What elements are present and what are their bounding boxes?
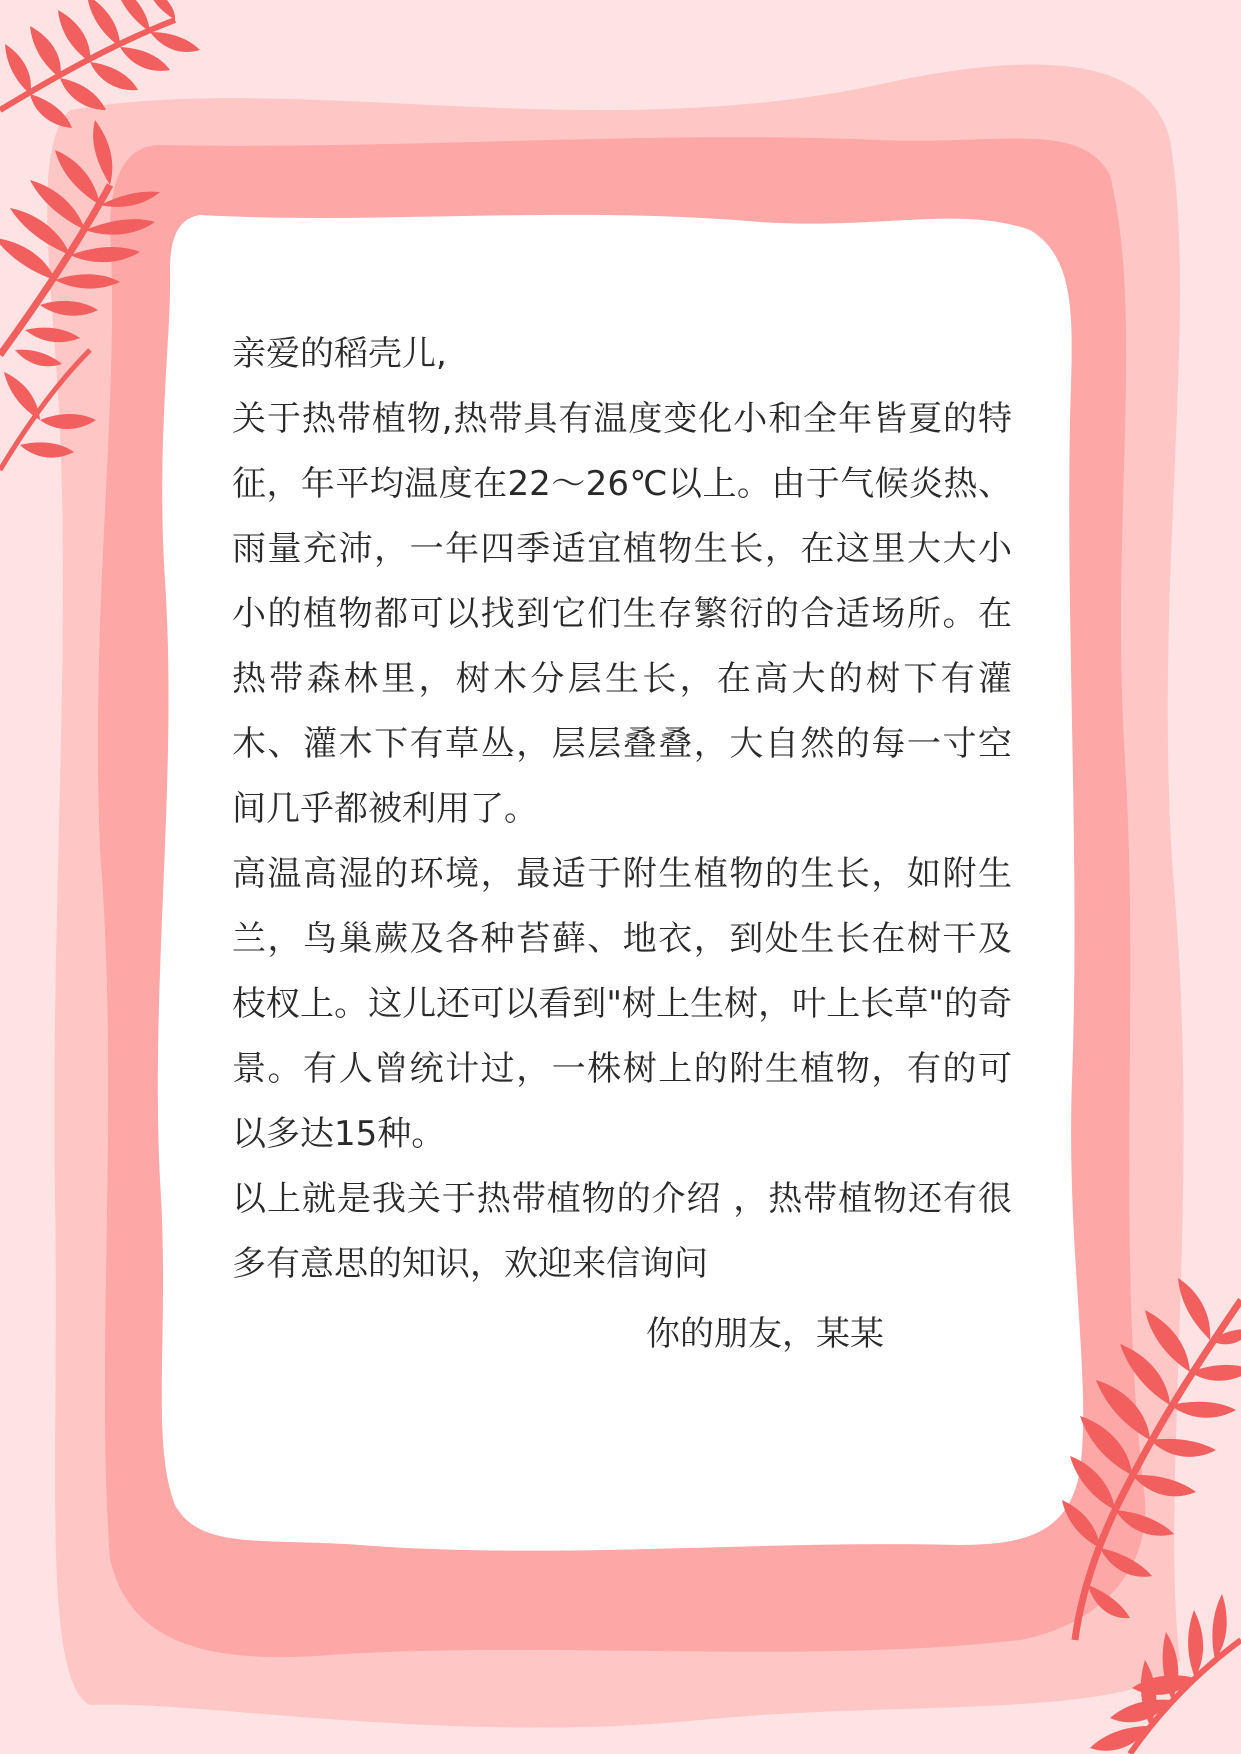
letter-paragraph: 关于热带植物,热带具有温度变化小和全年皆夏的特征，年平均温度在22～26℃以上。由于气候炎热、雨量充沛，一年四季适宜植物生长，在这里大大小小的植物都可以找到它们生存繁衍的合适场所。在热带森林里，树木分层生长，在高大的树下有灌木、灌木下有草丛，层层叠叠，大自然的每一寸空间几乎都被利用了。 [232,399,1012,829]
letter-signature: 你的朋友，某某 [646,1314,884,1354]
letter-greeting: 亲爱的稻壳儿, [232,334,447,374]
letter-paragraph: 高温高湿的环境，最适于附生植物的生长，如附生兰，鸟巢蕨及各种苔藓、地衣，到处生长在树干及枝杈上。这儿还可以看到"树上生树，叶上长草"的奇景。有人曾统计过，一株树上的附生植物，有的可以多达15种。 [232,854,1012,1154]
letter-body [232,322,1012,1297]
letter-paragraph: 以上就是我关于热带植物的介绍 ，热带植物还有很多有意思的知识，欢迎来信询问 [232,1179,1012,1284]
